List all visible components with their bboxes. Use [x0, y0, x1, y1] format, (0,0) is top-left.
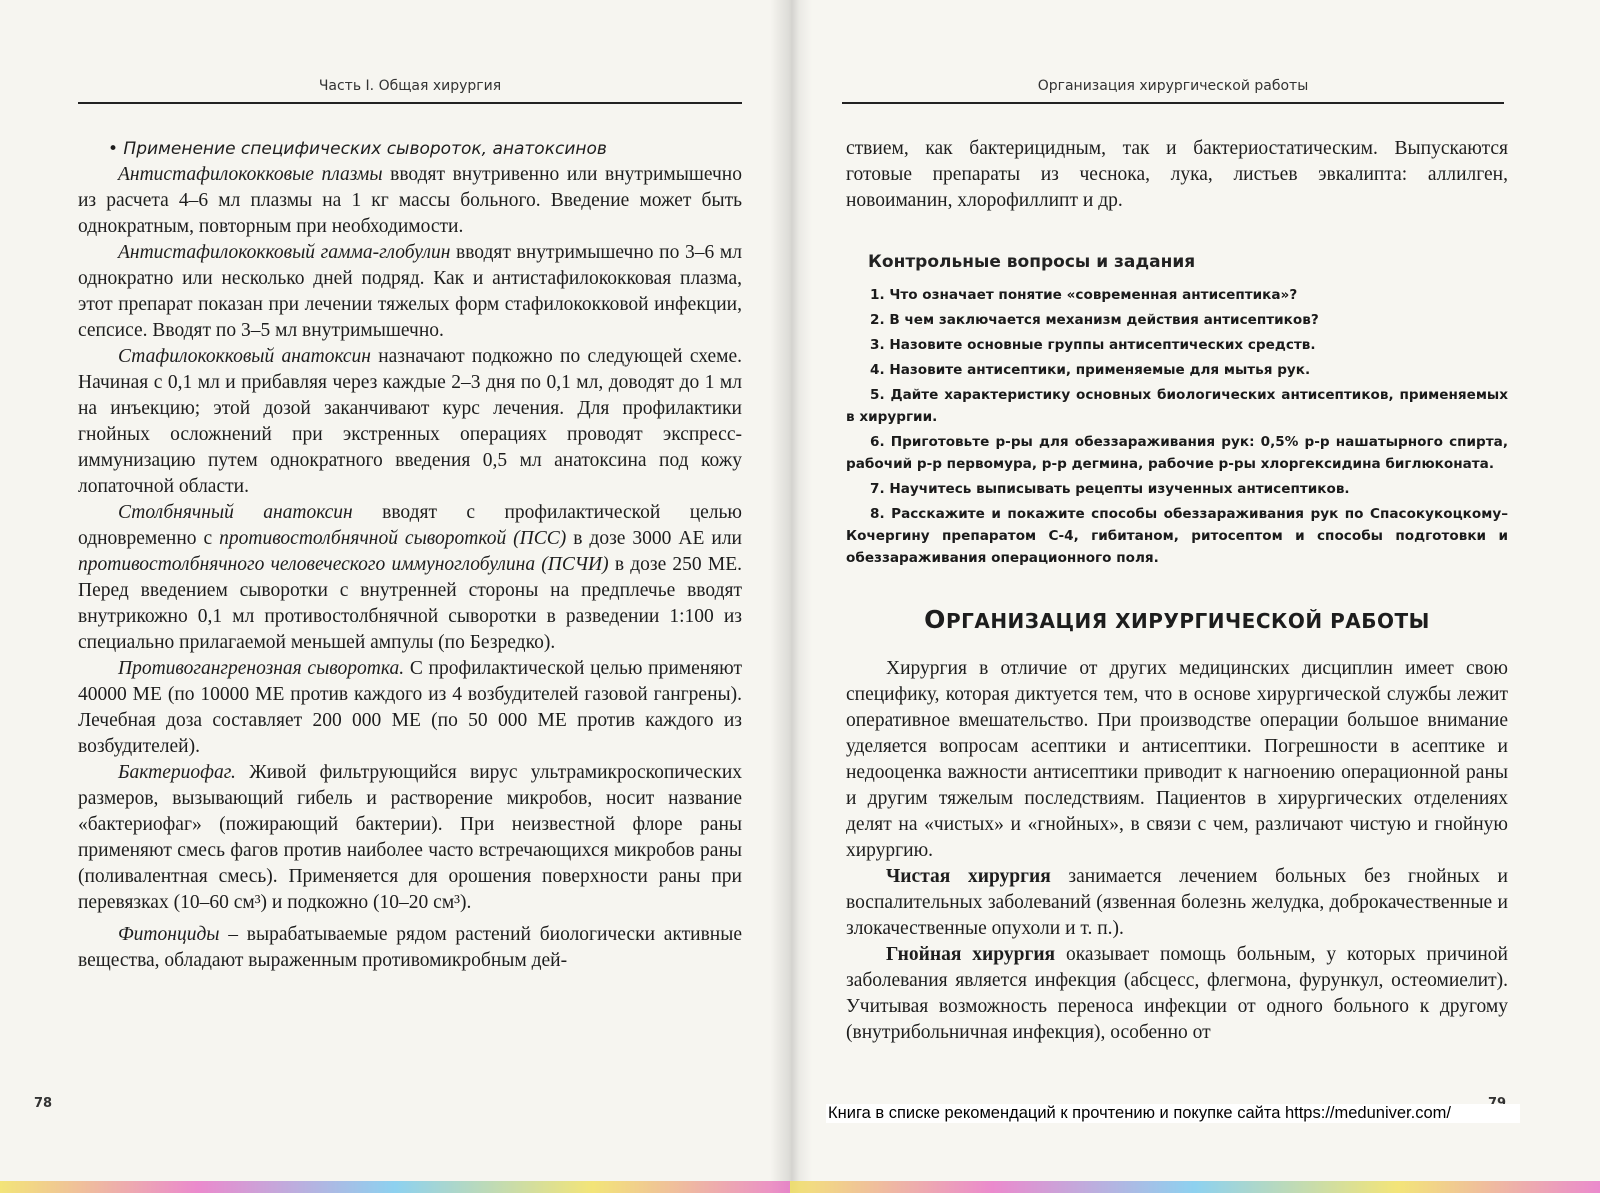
- footer-watermark-note: Книга в списке рекомендаций к прочтению и покупке сайта https://meduniver.com/: [826, 1104, 1520, 1123]
- bullet-heading: • Применение специфических сывороток, анатоксинов: [108, 139, 607, 159]
- question-item: 8. Расскажите и покажите способы обеззараживания рук по Спасокукоцкому–Кочергину препаратом С-4, гибитаном, ритосептом и способы подготовки и обеззараживания операционного поля.: [846, 506, 1508, 566]
- paragraph-text: Живой фильтрующийся вирус ультрамикроскопических размеров, вызывающий гибель и растворение микробов, носит название «бактериофаг» (пожирающий бактерии). При неизвестной флоре раны применяют смесь фагов против наиболее часто встречающихся микробов раны (поливалентная смесь). Применяется для орошения поверхности раны при перевязках (10–60 см³) и подкожно (10–20 см³).: [78, 762, 742, 913]
- paragraph-text: оказывает помощь больным, у которых причиной заболевания является инфекция (абсцесс, флегмона, фурункул, остеомиелит). Учитывая возможность переноса инфекции от одного больного к другому (внутрибольничная инфекция), особенно от: [846, 944, 1508, 1043]
- paragraph: [78, 162, 742, 240]
- question-item: 1. Что означает понятие «современная антисептика»?: [870, 287, 1298, 303]
- section-title: [846, 605, 1508, 634]
- section-title-rest: РГАНИЗАЦИЯ ХИРУРГИЧЕСКОЙ РАБОТЫ: [945, 609, 1430, 633]
- term: Антистафилококковый гамма-глобулин: [118, 242, 451, 263]
- question-item: 5. Дайте характеристику основных биологических антисептиков, применяемых в хирургии.: [846, 387, 1508, 425]
- paragraph-text: – вырабатываемые рядом растений биологически активные вещества, обладают выраженным противомикробным дей-: [78, 924, 742, 971]
- paragraph: [78, 922, 742, 974]
- page-edge-color-band-right: [790, 1181, 1600, 1193]
- paragraph: [78, 500, 742, 656]
- term: Противогангренозная сыворотка.: [118, 658, 405, 679]
- paragraph-text: занимается лечением больных без гнойных и воспалительных заболеваний (язвенная болезнь желудка, доброкачественные и злокачественные опухоли и т. п.).: [846, 866, 1508, 939]
- section-title-initial: О: [924, 605, 946, 634]
- question-item: 2. В чем заключается механизм действия антисептиков?: [870, 312, 1319, 328]
- running-head-right: Организация хирургической работы: [1037, 78, 1309, 94]
- paragraph: [78, 240, 742, 344]
- paragraph: [78, 760, 742, 916]
- page-number-left: 78: [34, 1096, 53, 1111]
- term: Стафилококковый анатоксин: [118, 346, 371, 367]
- term: противостолбнячной сывороткой (ПСС): [219, 528, 567, 549]
- header-rule-right: [842, 102, 1504, 104]
- question-item: 6. Приготовьте р-ры для обеззараживания рук: 0,5% р-р нашатырного спирта, рабочий р-р первомура, р-р дегмина, рабочие р-ры хлоргексидина биглюконата.: [846, 434, 1508, 472]
- paragraph-text: вводят с профилактической целью одновременно с: [78, 502, 742, 549]
- term: Столбнячный анатоксин: [118, 502, 353, 523]
- running-head-left: Часть I. Общая хирургия: [318, 78, 502, 94]
- term: Фитонциды: [118, 924, 220, 945]
- term: Антистафилококковые плазмы: [118, 164, 383, 185]
- question-item: 3. Назовите основные группы антисептических средств.: [870, 337, 1316, 353]
- bold-term: Гнойная хирургия: [886, 944, 1056, 965]
- continuation-paragraph: ствием, как бактерицидным, так и бактериостатическим. Выпускаются готовые препараты из чеснока, лука, листьев эвкалипта: аллилген, новоиманин, хлорофиллипт и др.: [846, 138, 1508, 211]
- book-gutter: [770, 0, 812, 1193]
- paragraph-text: в дозе 3000 АЕ или: [566, 528, 742, 549]
- paragraph: [78, 656, 742, 760]
- paragraph-text: С профилактической целью применяют 40000 МЕ (по 10000 МЕ против каждого из 4 возбудителей газовой гангрены). Лечебная доза составляет 200 000 МЕ (по 50 000 МЕ против каждого из возбудителей).: [78, 658, 742, 757]
- term: Бактериофаг.: [118, 762, 236, 783]
- page-edge-color-band-left: [0, 1181, 790, 1193]
- section-paragraph: [846, 864, 1508, 942]
- bold-term: Чистая хирургия: [886, 866, 1051, 887]
- section-paragraph: Хирургия в отличие от других медицинских дисциплин имеет свою специфику, которая диктуется тем, что в основе хирургической службы лежит оперативное вмешательство. При производстве операции большое внимание уделяется вопросам асептики и антисептики. Погрешности в асептике и недооценка важности антисептики приводит к нагноению операционной раны и другим тяжелым последствиям. Пациентов в хирургических отделениях делят на «чистых» и «гнойных», в связи с чем, различают чистую и гнойную хирургию.: [846, 658, 1508, 861]
- questions-list: [846, 284, 1508, 569]
- questions-heading: Контрольные вопросы и задания: [868, 252, 1196, 272]
- header-rule-left: [78, 102, 742, 104]
- term: противостолбнячного человеческого иммуноглобулина (ПСЧИ): [78, 554, 609, 575]
- paragraph-text: назначают подкожно по следующей схеме. Начиная с 0,1 мл и прибавляя через каждые 2–3 дня по 0,1 мл, доводят до 1 мл на инъекцию; этой дозой заканчивают курс лечения. Для профилактики гнойных осложнений при экстренных операциях проводят экспресс-иммунизацию путем однократного введения 0,5 мл анатоксина под кожу лопаточной области.: [78, 346, 743, 497]
- question-item: 7. Научитесь выписывать рецепты изученных антисептиков.: [870, 481, 1350, 497]
- left-text-column: [78, 136, 742, 974]
- paragraph-text: в дозе 250 МЕ. Перед введением сыворотки с внутренней стороны на предплечье вводят внутрикожно 0,1 мл противостолбнячной сыворотки в разведении 1:100 из специально прилагаемой меньшей ампулы (по Безредко).: [78, 554, 742, 653]
- question-item: 4. Назовите антисептики, применяемые для мытья рук.: [870, 362, 1311, 378]
- paragraph-text: вводят внутривенно или внутримышечно из расчета 4–6 мл плазмы на 1 кг массы больного. Введение может быть однократным, повторным при необходимости.: [78, 164, 742, 237]
- paragraph-text: вводят внутримышечно по 3–6 мл однократно или несколько дней подряд. Как и антистафилококковая плазма, этот препарат показан при лечении тяжелых форм стафилококковой инфекции, сепсисе. Вводят по 3–5 мл внутримышечно.: [78, 242, 742, 341]
- section-paragraph: [846, 942, 1508, 1046]
- right-text-column: [846, 136, 1508, 1046]
- paragraph: [78, 344, 742, 500]
